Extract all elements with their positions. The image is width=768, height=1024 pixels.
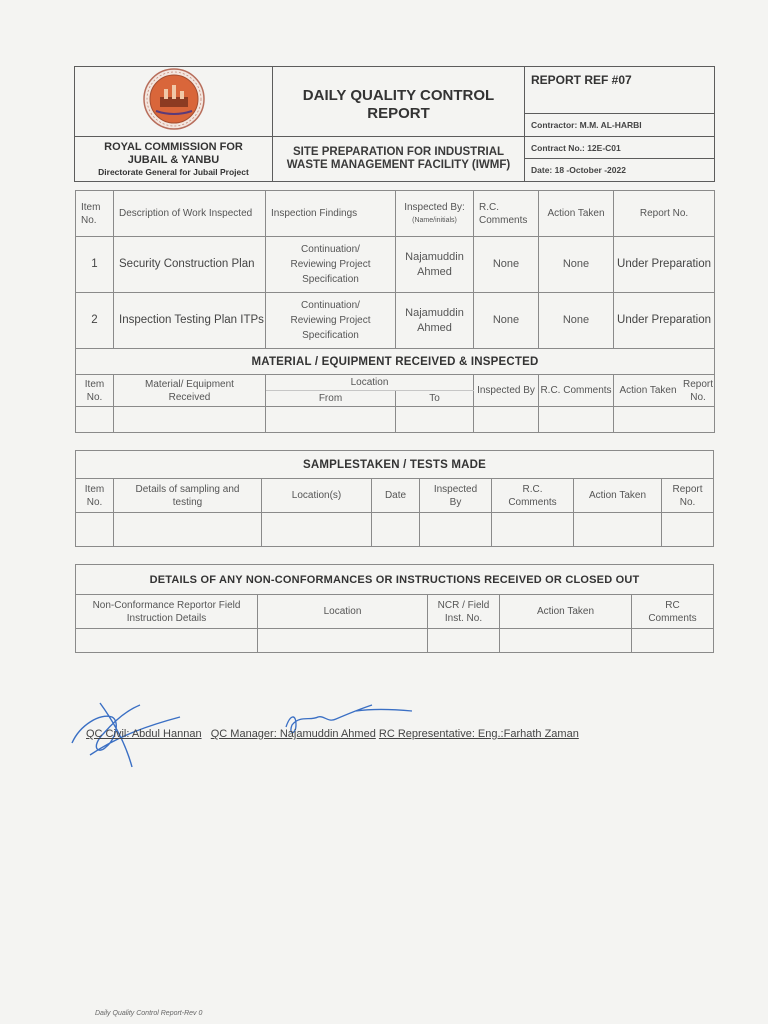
material-section-title: MATERIAL / EQUIPMENT RECEIVED & INSPECTED bbox=[76, 349, 715, 375]
report-date: Date: 18 -October -2022 bbox=[525, 159, 715, 182]
table-row bbox=[76, 237, 715, 293]
inspection-table bbox=[75, 190, 715, 433]
document-footer: Daily Quality Control Report-Rev 0 bbox=[95, 1010, 203, 1017]
col-report-no: Report No. bbox=[614, 191, 715, 237]
row-inspector: Najamuddin Ahmed bbox=[396, 293, 474, 349]
logo-cell bbox=[75, 67, 273, 137]
col-location: Location bbox=[258, 595, 428, 629]
col-inspected-by: Inspected By bbox=[420, 479, 492, 513]
col-item-no: Item No. bbox=[76, 375, 114, 407]
row-action: None bbox=[539, 237, 614, 293]
material-header-row bbox=[76, 375, 715, 391]
col-report-no: Report No. bbox=[662, 479, 714, 513]
ncr-section-title: DETAILS OF ANY NON-CONFORMANCES OR INSTRUCTIONS RECEIVED OR CLOSED OUT bbox=[76, 565, 714, 595]
row-findings: Continuation/ Reviewing Project Specification bbox=[266, 237, 396, 293]
table-row bbox=[76, 513, 714, 547]
col-action-taken: Action Taken bbox=[574, 479, 662, 513]
col-inspected-by: Inspected By bbox=[474, 375, 539, 407]
col-location-from: From bbox=[266, 391, 396, 407]
royal-commission-logo bbox=[142, 67, 206, 131]
col-ncr-no: NCR / Field Inst. No. bbox=[428, 595, 500, 629]
rc-representative-name: RC Representative: Eng.:Farhath Zaman bbox=[378, 728, 579, 740]
row-description: Inspection Testing Plan ITPs bbox=[114, 293, 266, 349]
col-location-to: To bbox=[396, 391, 474, 407]
row-description: Security Construction Plan bbox=[114, 237, 266, 293]
ncr-header-row bbox=[76, 595, 714, 629]
row-rc-comments: None bbox=[474, 293, 539, 349]
col-action-taken: Action Taken bbox=[619, 385, 677, 396]
report-ref: REPORT REF #07 bbox=[525, 67, 715, 114]
col-ncr-details: Non-Conformance Reportor Field Instruction Details bbox=[76, 595, 258, 629]
org-cell bbox=[75, 137, 273, 182]
inspection-header-row bbox=[76, 191, 715, 237]
project-name: SITE PREPARATION FOR INDUSTRIAL WASTE MANAGEMENT FACILITY (IWMF) bbox=[273, 137, 525, 182]
table-row bbox=[76, 629, 714, 653]
report-header bbox=[74, 66, 715, 182]
col-inspected-by bbox=[396, 191, 474, 237]
qc-manager-name: QC Manager: Najamuddin Ahmed bbox=[210, 728, 376, 740]
ncr-table bbox=[75, 564, 714, 653]
signature-line bbox=[86, 728, 579, 740]
col-report-no: Report No. bbox=[683, 378, 714, 403]
col-inspected-by-note: (Name/initials) bbox=[412, 216, 457, 224]
col-rc-comments: RC Comments bbox=[632, 595, 714, 629]
qc-civil-name: QC Civil: Abdul Hannan bbox=[86, 728, 202, 740]
table-row bbox=[76, 407, 715, 433]
col-details: Details of sampling and testing bbox=[114, 479, 262, 513]
row-report-no: Under Preparation bbox=[614, 293, 715, 349]
row-report-no: Under Preparation bbox=[614, 237, 715, 293]
col-inspected-by-label: Inspected By: bbox=[404, 201, 465, 213]
directorate: Directorate General for Jubail Project bbox=[98, 167, 249, 177]
col-date: Date bbox=[372, 479, 420, 513]
col-description: Description of Work Inspected bbox=[114, 191, 266, 237]
col-action-report bbox=[614, 375, 715, 407]
col-findings: Inspection Findings bbox=[266, 191, 396, 237]
samples-header-row bbox=[76, 479, 714, 513]
col-rc-comments: R.C. Comments bbox=[474, 191, 539, 237]
col-item-no: Item No. bbox=[76, 479, 114, 513]
col-material: Material/ Equipment Received bbox=[114, 375, 266, 407]
contractor: Contractor: M.M. AL-HARBI bbox=[525, 114, 715, 137]
col-action-taken: Action Taken bbox=[539, 191, 614, 237]
col-item-no: Item No. bbox=[76, 191, 114, 237]
col-location: Location bbox=[266, 375, 474, 391]
samples-table bbox=[75, 450, 714, 547]
report-title: DAILY QUALITY CONTROL REPORT bbox=[273, 67, 525, 137]
col-rc-comments: R.C. Comments bbox=[492, 479, 574, 513]
table-row bbox=[76, 293, 715, 349]
row-rc-comments: None bbox=[474, 237, 539, 293]
col-locations: Location(s) bbox=[262, 479, 372, 513]
contract-no: Contract No.: 12E-C01 bbox=[525, 137, 715, 159]
row-item: 1 bbox=[76, 237, 114, 293]
row-findings: Continuation/ Reviewing Project Specification bbox=[266, 293, 396, 349]
row-item: 2 bbox=[76, 293, 114, 349]
row-action: None bbox=[539, 293, 614, 349]
col-action-taken: Action Taken bbox=[500, 595, 632, 629]
org-name: ROYAL COMMISSION FOR JUBAIL & YANBU bbox=[104, 141, 243, 166]
row-inspector: Najamuddin Ahmed bbox=[396, 237, 474, 293]
col-rc-comments: R.C. Comments bbox=[539, 375, 614, 407]
samples-section-title: SAMPLESTAKEN / TESTS MADE bbox=[76, 451, 714, 479]
